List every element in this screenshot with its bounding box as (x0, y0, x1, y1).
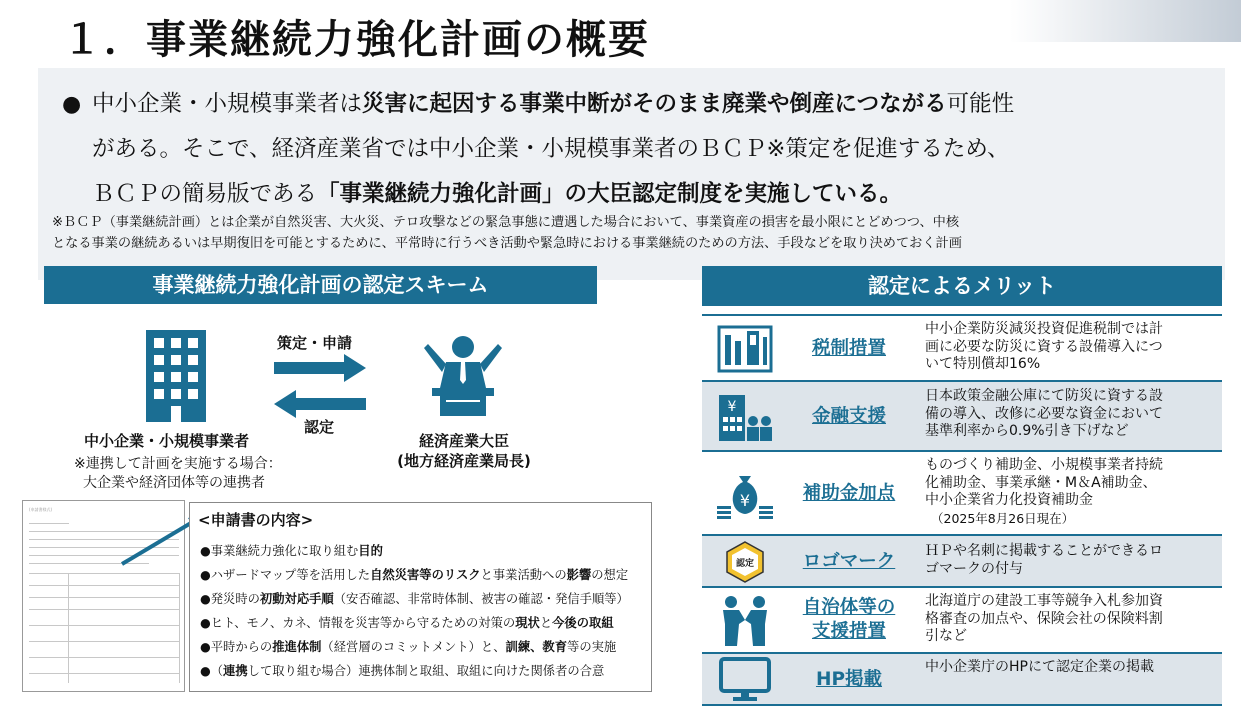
title-decoration (1010, 0, 1241, 42)
handshake-icon (719, 594, 771, 648)
intro-line1-c: 可能性 (946, 91, 1015, 117)
merit-desc-subsidy: ものづくり補助金、小規模事業者持続 化補助金、事業承継・M＆A補助金、 中小企業省力化投資補助金 （2025年8月26日現在） (925, 457, 1163, 526)
application-form-thumbnail: (申請書様式) (22, 500, 185, 692)
svg-text:¥: ¥ (727, 399, 737, 415)
application-content-box (189, 502, 652, 692)
list-item: ●ヒト、モノ、カネ、情報を災害等から守るための対策の現状と今後の取組 (200, 616, 614, 630)
merit-row-tax (702, 314, 1222, 380)
svg-text:¥: ¥ (739, 491, 751, 510)
merit-desc-local-gov: 北海道庁の建設工事等競争入札参加資 格審査の加点や、保険会社の保険料割 引など (925, 593, 1163, 644)
apply-label: 策定・申請 (277, 334, 353, 352)
merit-title-website[interactable]: HP掲載 (815, 669, 883, 690)
minister-icon (422, 334, 504, 416)
intro-line1-bold: 災害に起因する事業中断がそのまま廃業や倒産につながる (362, 91, 947, 117)
merit-desc-tax: 中小企業防災減災投資促進税制では計 画に必要な防災に資する設備導入につ いて特別償却16% (925, 321, 1163, 372)
sme-label: 中小企業・小規模事業者 (84, 432, 250, 450)
merit-title-subsidy[interactable]: 補助金加点 (802, 483, 896, 504)
merit-row-logo (702, 534, 1222, 586)
merit-title-logo[interactable]: ロゴマーク (802, 551, 896, 572)
list-item: ●平時からの推進体制（経営層のコミットメント）と、訓練、教育等の実施 (200, 640, 617, 654)
merit-row-local-gov (702, 586, 1222, 652)
merit-title-tax[interactable]: 税制措置 (811, 338, 886, 359)
sme-note-2: 大企業や経済団体等の連携者 (83, 475, 265, 491)
merit-desc-logo: ＨＰや名刺に掲載することができるロ ゴマークの付与 (925, 543, 1163, 577)
monitor-icon (719, 657, 771, 703)
logo-mark-icon (723, 540, 767, 584)
merit-title-local-gov[interactable]: 自治体等の 支援措置 (802, 597, 896, 642)
tax-icon (717, 325, 773, 373)
intro-line1-a: 中小企業・小規模事業者は (92, 91, 363, 117)
intro-line2: がある。そこで、経済産業省では中小企業・小規模事業者のＢＣＰ※策定を促進するため、 (92, 136, 1010, 162)
certify-label: 認定 (304, 418, 335, 436)
arrow-left-icon (274, 390, 366, 418)
list-item: ●発災時の初動対応手順（安否確認、非常時体制、被害の確認・発信手順等） (200, 592, 629, 606)
finance-icon (717, 391, 773, 443)
svg-text:認定: 認定 (735, 559, 755, 569)
merit-title-finance[interactable]: 金融支援 (811, 406, 886, 427)
merit-row-subsidy (702, 450, 1222, 534)
money-bag-icon (715, 468, 775, 520)
list-item: ●（連携して取り組む場合）連携体制と取組、取組に向けた関係者の合意 (200, 664, 605, 678)
arrow-right-icon (274, 354, 366, 382)
intro-panel (38, 68, 1225, 280)
bullet-icon: ● (62, 92, 82, 117)
merits-bottom-rule (702, 704, 1222, 706)
merit-desc-finance: 日本政策金融公庫にて防災に資する設 備の導入、改修に必要な資金において 基準利率から0.9%引き下げなど (925, 388, 1163, 439)
bcp-footnote: ※ＢＣＰ（事業継続計画）とは企業が自然災害、大火災、テロ攻撃などの緊急事態に遭遇した場合において、事業資産の損害を最小限にとどめつつ、中核 となる事業の継続あるいは早期復旧を可能とするために、平常時に行うべき活動や緊急時における事業継続のための方法、手段などを取り決めておく計画 (52, 215, 962, 251)
intro-line3-a: ＢＣＰの簡易版である (92, 181, 318, 207)
merits-header: 認定によるメリット (702, 266, 1222, 306)
scheme-header: 事業継続力強化計画の認定スキーム (44, 266, 597, 304)
merit-row-finance (702, 380, 1222, 450)
merit-desc-website: 中小企業庁のHPにて認定企業の掲載 (925, 659, 1154, 675)
bureau-label: (地方経済産業局長) (397, 452, 531, 470)
intro-paragraph (62, 82, 1212, 217)
minister-label: 経済産業大臣 (418, 432, 509, 450)
certification-scheme (44, 310, 654, 490)
list-item: ●事業継続力強化に取り組む目的 (200, 544, 383, 558)
application-items (200, 539, 629, 683)
building-icon (146, 330, 206, 422)
intro-line3-bold: 「事業継続力強化計画」の大臣認定制度を実施している。 (317, 181, 903, 207)
page-title: １．事業継続力強化計画の概要 (62, 17, 650, 63)
sme-note-1: ※連携して計画を実施する場合： (74, 456, 282, 472)
merit-row-website (702, 652, 1222, 704)
application-title: <申請書の内容> (198, 511, 314, 529)
list-item: ●ハザードマップ等を活用した自然災害等のリスクと事業活動への影響の想定 (200, 568, 629, 582)
